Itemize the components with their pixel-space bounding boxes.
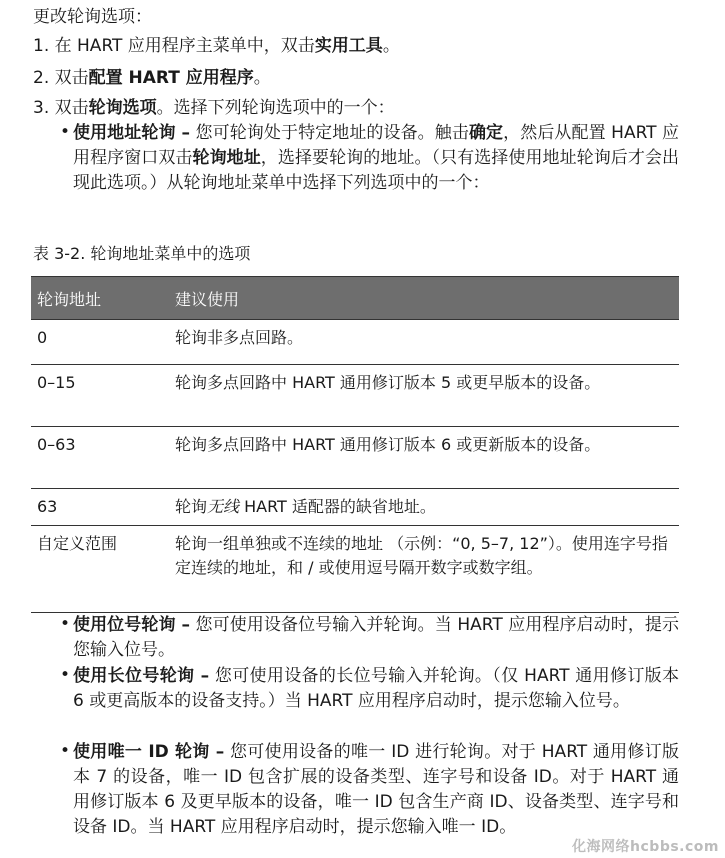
table-row [31, 489, 679, 526]
table-row [31, 320, 679, 365]
polling-address-table [31, 276, 679, 613]
bullet-marker: • [60, 614, 71, 634]
bullet-address-ok: 确定 [468, 123, 504, 143]
bullet-text: 您可使用设备位号输入并轮询。当 HART 应用程序启动时，提示您输入位号。 [73, 615, 679, 660]
watermark: 化海网络hcbbs.com [572, 839, 719, 855]
cell-address: 0–63 [31, 427, 169, 489]
step-3 [33, 96, 395, 121]
step-2-bold: 配置 HART 应用程序 [88, 68, 254, 88]
bullet-tag-polling [73, 613, 679, 663]
cell-usage: 轮询多点回路中 HART 通用修订版本 6 或更新版本的设备。 [169, 427, 679, 489]
table-caption: 表 3-2. 轮询地址菜单中的选项 [33, 244, 251, 263]
bullet-title: 使用长位号轮询 – [73, 666, 210, 686]
cell-address: 0 [31, 320, 169, 365]
bullet-text: 您可使用设备的长位号输入并轮询。（仅 HART 通用修订版本 6 或更高版本的设备支持。）当 HART 应用程序启动时，提示您输入位号。 [73, 666, 679, 711]
step-2-text: 2. 双击 [33, 68, 89, 88]
bullet-marker: • [60, 665, 71, 685]
cell-usage-italic: 无线 [207, 497, 240, 516]
table-row [31, 365, 679, 427]
cell-usage-prefix: 轮询 [175, 497, 208, 516]
table-row [31, 526, 679, 613]
bullet-address-title: 使用地址轮询 – [73, 123, 191, 143]
bullet-title: 使用唯一 ID 轮询 – [73, 742, 225, 762]
bullet-address-text3: ，选择要轮询的地址。（只有选择使用地址轮询后才会出现此选项。）从轮询地址菜单中选择下列选项中的一个： [73, 148, 680, 193]
header-address: 轮询地址 [31, 277, 169, 320]
bullet-address-polling [73, 121, 679, 196]
step-2-suffix: 。 [253, 68, 271, 88]
bullet-unique-id-polling [73, 740, 679, 840]
cell-address: 63 [31, 489, 169, 526]
bullet-address-polling-address: 轮询地址 [192, 148, 261, 168]
cell-usage-suffix: HART 适配器的缺省地址。 [239, 497, 436, 516]
step-1-text: 1. 在 HART 应用程序主菜单中，双击 [33, 36, 315, 56]
header-usage: 建议使用 [169, 277, 679, 320]
table-row [31, 427, 679, 489]
step-3-bold: 轮询选项 [88, 98, 157, 118]
step-3-text: 3. 双击 [33, 98, 89, 118]
step-2 [33, 66, 271, 91]
step-3-suffix: 。选择下列轮询选项中的一个： [156, 98, 395, 118]
bullet-text: 您可使用设备的唯一 ID 进行轮询。对于 HART 通用修订版本 7 的设备，唯一 ID 包含扩展的设备类型、连字号和设备 ID。对于 HART 通用修订版本 6 及更早版本的设备，唯一 ID 包含生产商 ID、设备类型、连字号和设备 ID。当 HART 应用程序启动时，提示您输入唯一 ID。 [73, 742, 679, 837]
section-title: 更改轮询选项： [33, 7, 152, 27]
cell-usage: 轮询多点回路中 HART 通用修订版本 5 或更早版本的设备。 [169, 365, 679, 427]
bullet-address-text2: ，然后从配置 HART 应用程序窗口双击 [73, 123, 680, 168]
step-1-bold: 实用工具 [314, 36, 383, 56]
cell-usage: 轮询一组单独或不连续的地址 （示例：“0, 5–7, 12”）。使用连字号指定连续的地址，和 / 或使用逗号隔开数字或数字组。 [169, 526, 679, 613]
table-header-row [31, 277, 679, 320]
cell-usage [169, 489, 679, 526]
bullet-marker: • [60, 122, 71, 142]
bullet-marker: • [60, 741, 71, 761]
bullet-address-text1: 您可轮询处于特定地址的设备。触击 [190, 123, 469, 143]
step-1 [33, 34, 400, 59]
cell-address: 自定义范围 [31, 526, 169, 613]
cell-address: 0–15 [31, 365, 169, 427]
step-1-suffix: 。 [382, 36, 400, 56]
bullet-title: 使用位号轮询 – [73, 615, 191, 635]
bullet-long-tag-polling [73, 664, 679, 714]
cell-usage: 轮询非多点回路。 [169, 320, 679, 365]
